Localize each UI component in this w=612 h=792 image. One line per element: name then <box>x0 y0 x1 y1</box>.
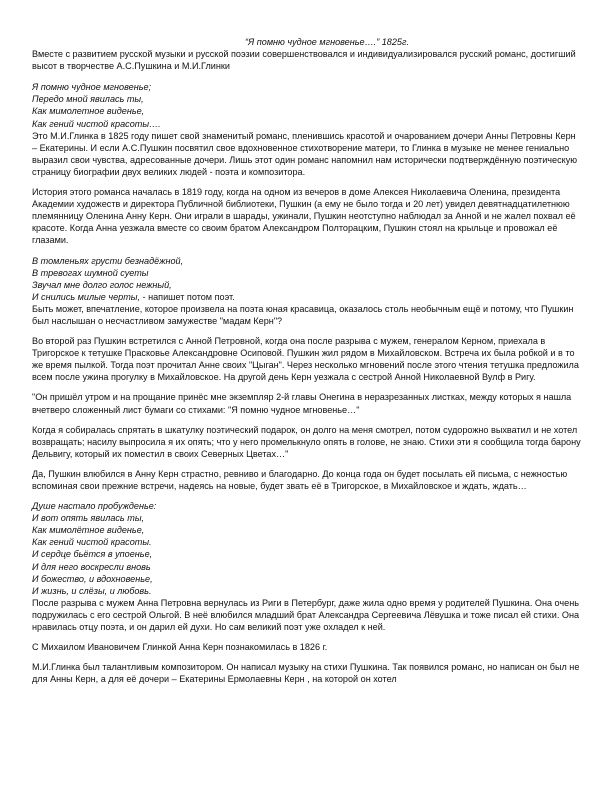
verse-line: Как гений чистой красоты…. <box>32 118 161 129</box>
verse-line: И жизнь, и слёзы, и любовь. <box>32 585 152 596</box>
paragraph-glinka-1825: Это М.И.Глинка в 1825 году пишет свой знаменитый романс, пленившись красотой и очарованием дочери Анны Петровны Керн – Екатерины. И если А.С.Пушкин посвятил свое вдохновенное стихотворение матери, то Глинка в музыке не менее гениально выразил свои чувства, адресованные дочери. Лишь этот один романс напомнил нам исторически подтверждённую поэтическую страницу биографии двух великих людей - поэта и композитора. <box>32 130 578 177</box>
verse-line: Как мимолетное виденье, <box>32 106 145 117</box>
paragraph-met-glinka: С Михаилом Ивановичем Глинкой Анна Керн познакомилась в 1826 г. <box>32 642 328 653</box>
paragraph-quote-morning: "Он пришёл утром и на прощание принёс мне экземпляр 2-й главы Онегина в неразрезанных листках, между которых я нашла вчетверо сложенный лист бумаги со стихами: "Я помню чудное мгновенье…" <box>32 392 572 415</box>
verse-line: И вот опять явилась ты, <box>32 513 145 524</box>
verse-line: И для него воскресли вновь <box>32 561 151 572</box>
verse-line: Душе настало пробужденье: <box>32 501 157 512</box>
verse-3 <box>32 500 582 597</box>
verse-note: - напишет потом поэт. <box>140 291 235 302</box>
verse-line: Передо мной явилась ты, <box>32 94 144 105</box>
paragraph-second-meeting: Во второй раз Пушкин встретился с Анной Петровной, когда она после разрыва с мужем, генералом Керном, приехала в Тригорское к тетушке Прасковье Александровне Осиповой. Пушкин жил рядом в Михайловском. Встреча их была робкой и в то же время пылкой. Тогда поэт прочитал Анне своих "Цыган". Через несколько мгновений после этого чтения тетушка предложила всем после ужина прогулку в Михайловское. На другой день Керн уезжала с сестрой Анной Николаевной Вулф в Ригу. <box>32 336 579 383</box>
verse-line: И сердце бьётся в упоенье, <box>32 549 153 560</box>
verse-line: И снились милые черты, <box>32 291 140 302</box>
verse-line: В томленьях грусти безнадёжной, <box>32 255 184 266</box>
verse-line: Как мимолётное виденье, <box>32 525 145 536</box>
verse-line-with-note <box>32 291 582 303</box>
verse-line: Звучал мне долго голос нежный, <box>32 279 172 290</box>
paragraph-love: Да, Пушкин влюбился в Анну Керн страстно, ревниво и благодарно. До конца года он будет посылать ей письма, с нежностью вспоминая свои прежние встречи, надеясь на новые, будет звать её в Тригорское, в Михайловское и ждать, ждать… <box>32 468 568 491</box>
paragraph-history: История этого романса началась в 1819 году, когда на одном из вечеров в доме Алексея Николаевича Оленина, президента Академии художеств и директора Публичной библиотеки, Пушкин (а ему не было тогда и 20 лет) увидел девятнадцатилетнюю племянницу Оленина Анну Керн. Они играли в шарады, ужинали, Пушкин неотступно наблюдал за Анной и не жалел похвал её красоте. Когда Анна уезжала вместе со своим братом Александром Полторацким, Пушкин стоял на крыльце и провожал её глазами. <box>32 187 576 246</box>
paragraph-quote-gift: Когда я собиралась спрятать в шкатулку поэтический подарок, он долго на меня смотрел, потом судорожно выхватил и не хотел возвращать; насилу выпросила я их опять; что у него промелькнуло опять в голове, не знаю. Стихи эти я сообщила тогда барону Дельвигу, который их поместил в своих Северных Цветах…" <box>32 424 581 459</box>
document-title: “Я помню чудное мгновенье….” 1825г. <box>245 37 409 47</box>
verse-line: В тревогах шумной суеты <box>32 267 149 278</box>
verse-line: Я помню чудное мгновенье; <box>32 82 152 93</box>
paragraph-glinka-composer: М.И.Глинка был талантливым композитором. Он написал музыку на стихи Пушкина. Так появился романс, но написан он был не для Анны Керн, а для её дочери – Екатерины Ермолаевны Керн , на которой он хотел <box>32 662 580 685</box>
verse-2 <box>32 255 582 303</box>
paragraph-after-divorce: После разрыва с мужем Анна Петровна вернулась из Риги в Петербург, даже жила одно время у родителей Пушкина. Она очень подружилась с его сестрой Ольгой. В неё влюбился младший брат Александра Сергеевича Лёвушка и тоже писал ей стихи. Она нравилась отцу поэта, и он дарил ей духи. Но сам великий поэт уже охладел к ней. <box>32 597 580 633</box>
intro-paragraph: Вместе с развитием русской музыки и русской поэзии совершенствовался и индивидуализировался русский романс, достигший высот в творчестве А.С.Пушкина и М.И.Глинки <box>32 49 576 72</box>
verse-1 <box>32 81 582 129</box>
paragraph-impression: Быть может, впечатление, которое произвела на поэта юная красавица, оказалось столь необычным ещё и потому, что Пушкин был наслышан о несчастливом замужестве "мадам Керн"? <box>32 303 574 326</box>
verse-line: Как гений чистой красоты. <box>32 537 152 548</box>
verse-line: И божество, и вдохновенье, <box>32 573 153 584</box>
